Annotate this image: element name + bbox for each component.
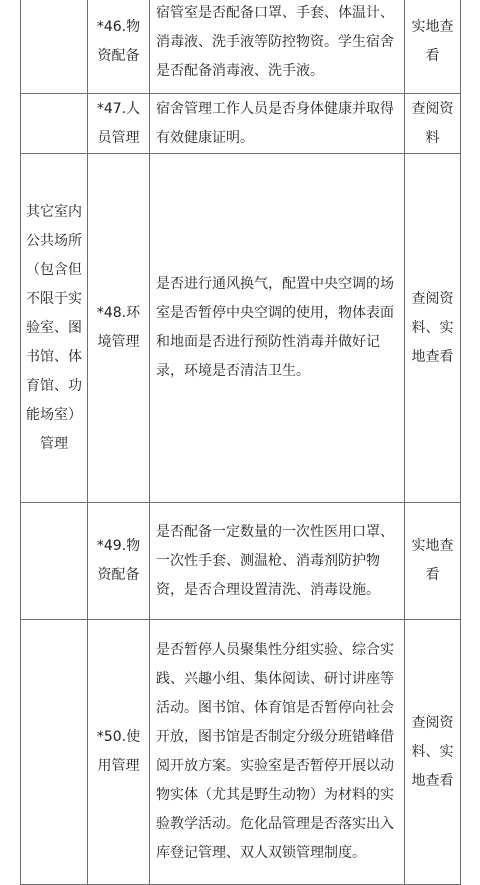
inspection-table — [20, 0, 461, 885]
method-cell: 实地查看 — [405, 0, 461, 94]
item-cell: *47.人员管理 — [88, 94, 150, 154]
table-row — [21, 620, 461, 885]
category-cell — [21, 94, 88, 154]
method-cell: 查阅资料、实地查看 — [405, 154, 461, 503]
item-cell: *50.使用管理 — [88, 620, 150, 885]
table-row — [21, 154, 461, 503]
item-cell: *48.环境管理 — [88, 154, 150, 503]
content-cell: 宿舍管理工作人员是否身体健康并取得有效健康证明。 — [150, 94, 405, 154]
content-cell: 是否配备一定数量的一次性医用口罩、一次性手套、测温枪、消毒剂防护物资，是否合理设置清洗、消毒设施。 — [150, 503, 405, 620]
method-cell: 实地查看 — [405, 503, 461, 620]
category-cell — [21, 620, 88, 885]
item-cell: *49.物资配备 — [88, 503, 150, 620]
category-cell — [21, 503, 88, 620]
content-cell: 是否进行通风换气，配置中央空调的场室是否暂停中央空调的使用，物体表面和地面是否进行预防性消毒并做好记录，环境是否清洁卫生。 — [150, 154, 405, 503]
content-cell: 是否暂停人员聚集性分组实验、综合实践、兴趣小组、集体阅读、研讨讲座等活动。图书馆、体育馆是否暂停向社会开放，图书馆是否制定分级分班错峰借阅开放方案。实验室是否暂停开展以动物实体（尤其是野生动物）为材料的实验教学活动。危化品管理是否落实出入库登记管理、双人双锁管理制度。 — [150, 620, 405, 885]
item-cell: *46.物资配备 — [88, 0, 150, 94]
method-cell: 查阅资料 — [405, 94, 461, 154]
table-row — [21, 503, 461, 620]
table-row — [21, 0, 461, 94]
category-cell — [21, 0, 88, 94]
category-cell: 其它室内公共场所（包含但不限于实验室、图书馆、体育馆、功能场室）管理 — [21, 154, 88, 503]
method-cell: 查阅资料、实地查看 — [405, 620, 461, 885]
table-row — [21, 94, 461, 154]
content-cell: 宿管室是否配备口罩、手套、体温计、消毒液、洗手液等防控物资。学生宿舍是否配备消毒液、洗手液。 — [150, 0, 405, 94]
